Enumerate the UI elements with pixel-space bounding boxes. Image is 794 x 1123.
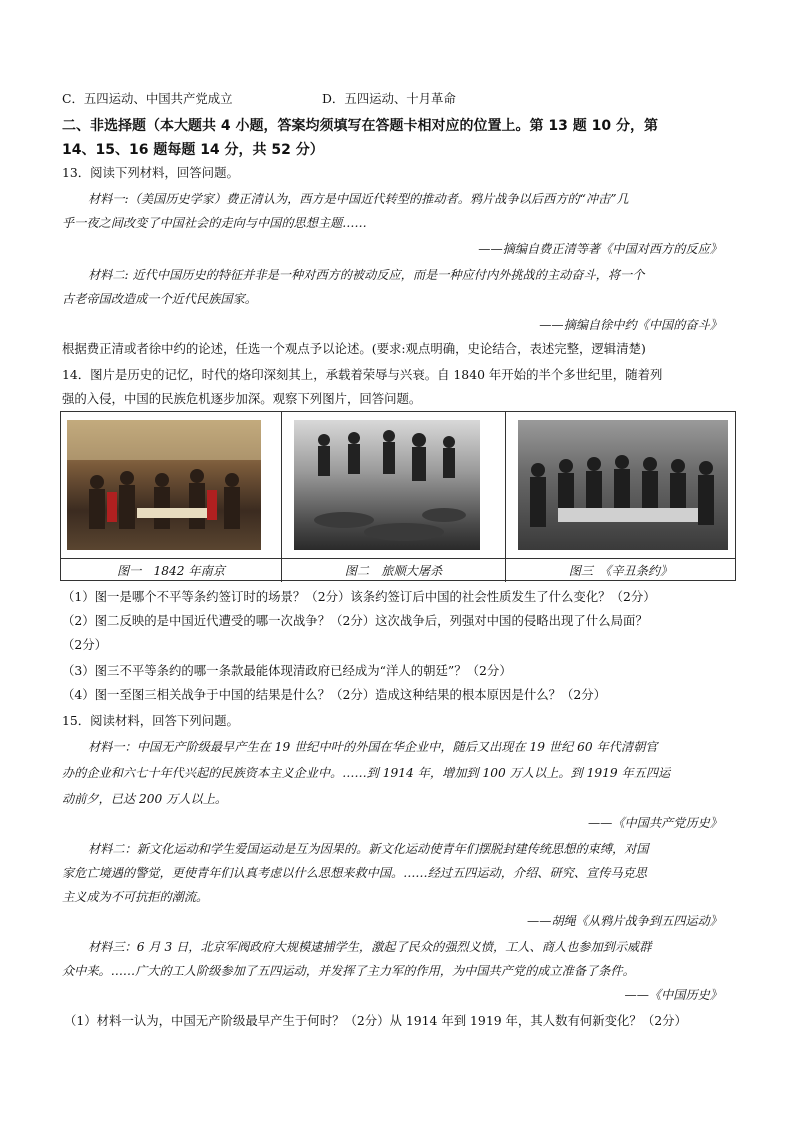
q15-source-1: ——《中国共产党历史》 [587,816,722,830]
q14-sub-2: （2）图二反映的是中国近代遭受的哪一次战争？（2分）这次战争后，列强对中国的侵略出现了什么局面？ [62,613,648,628]
figure-2-image [294,420,480,550]
q15-material-3-cont: 众中来。……广大的工人阶级参加了五四运动，并发挥了主力军的作用，为中国共产党的成立准备了条件。 [62,964,635,978]
figure-table [60,411,736,581]
question-14-cont: 强的入侵，中国的民族危机逐步加深。观察下列图片，回答问题。 [62,391,422,406]
figure-3-cell [505,412,735,582]
q15-source-2: ——胡绳《从鸦片战争到五四运动》 [527,914,722,928]
q15-sub-1: （1）材料一认为，中国无产阶级最早产生于何时？（2分）从 1914 年到 1919 年，其人数有何新变化？（2分） [64,1013,687,1028]
figure-3-caption: 图三 《辛丑条约》 [568,564,673,578]
q15-material-1-cont: 办的企业和六七十年代兴起的民族资本主义企业中。……到 1914 年，增加到 100 万人以上。到 1919 年五四运 [62,766,671,780]
figure-3-image [518,420,728,550]
option-d: D．五四运动、十月革命 [322,91,456,106]
figure-2-cell [281,412,505,582]
q14-sub-2-cont: （2分） [62,637,108,652]
question-14: 14．图片是历史的记忆，时代的烙印深刻其上，承载着荣辱与兴衰。自 1840 年开始的半个多世纪里，随着列 [62,367,663,382]
option-c: C．五四运动、中国共产党成立 [62,91,233,106]
figure-1-caption: 图一 1842 年南京 [116,564,225,578]
q15-material-3: 材料三：6 月 3 日，北京军阀政府大规模逮捕学生，激起了民众的强烈义愤，工人、商人也参加到示威群 [88,940,652,954]
question-13: 13．阅读下列材料，回答问题。 [62,165,239,180]
q15-material-1-cont2: 动前夕，已达 200 万人以上。 [62,792,228,806]
q14-sub-1: （1）图一是哪个不平等条约签订时的场景？（2分）该条约签订后中国的社会性质发生了什么变化？（2分） [62,589,656,604]
q15-material-2-cont2: 主义成为不可抗拒的潮流。 [62,890,209,904]
q13-source-2: ——摘编自徐中约《中国的奋斗》 [539,318,722,332]
question-15: 15．阅读材料，回答下列问题。 [62,713,239,728]
q15-material-2-cont: 家危亡境遇的警觉，更使青年们认真考虑以什么思想来救中国。……经过五四运动，介绍、研究、宣传马克思 [62,866,647,880]
q15-material-1: 材料一：中国无产阶级最早产生在 19 世纪中叶的外国在华企业中，随后又出现在 19 世纪 60 年代清朝官 [88,740,658,754]
q13-material-2-cont: 古老帝国改造成一个近代民族国家。 [62,292,257,306]
q15-source-3: ——《中国历史》 [624,988,722,1002]
figure-2-caption: 图二 旅顺大屠杀 [344,564,443,578]
q13-material-1: 材料一:（美国历史学家）费正清认为，西方是中国近代转型的推动者。鸦片战争以后西方的“冲击”几 [88,192,629,206]
q13-prompt: 根据费正清或者徐中约的论述，任选一个观点予以论述。(要求:观点明确，史论结合，表述完整，逻辑清楚) [62,341,646,356]
figure-1-cell [61,412,281,582]
q15-material-2: 材料二：新文化运动和学生爱国运动是互为因果的。新文化运动使青年们摆脱封建传统思想的束缚，对国 [88,842,649,856]
q13-source-1: ——摘编自费正清等著《中国对西方的反应》 [478,242,722,256]
q14-sub-4: （4）图一至图三相关战争于中国的结果是什么？（2分）造成这种结果的根本原因是什么？（2分） [62,687,607,702]
q13-material-1-cont: 乎一夜之间改变了中国社会的走向与中国的思想主题…… [62,216,367,230]
section-heading: 二、非选择题（本大题共 4 小题，答案均须填写在答题卡相对应的位置上。第 13 题 10 分，第 [62,118,658,134]
q14-sub-3: （3）图三不平等条约的哪一条款最能体现清政府已经成为“洋人的朝廷”？（2分） [62,663,512,678]
section-heading-cont: 14、15、16 题每题 14 分，共 52 分） [62,142,324,158]
figure-1-image [67,420,261,550]
q13-material-2: 材料二: 近代中国历史的特征并非是一种对西方的被动反应，而是一种应付内外挑战的主动奋斗，将一个 [88,268,645,282]
